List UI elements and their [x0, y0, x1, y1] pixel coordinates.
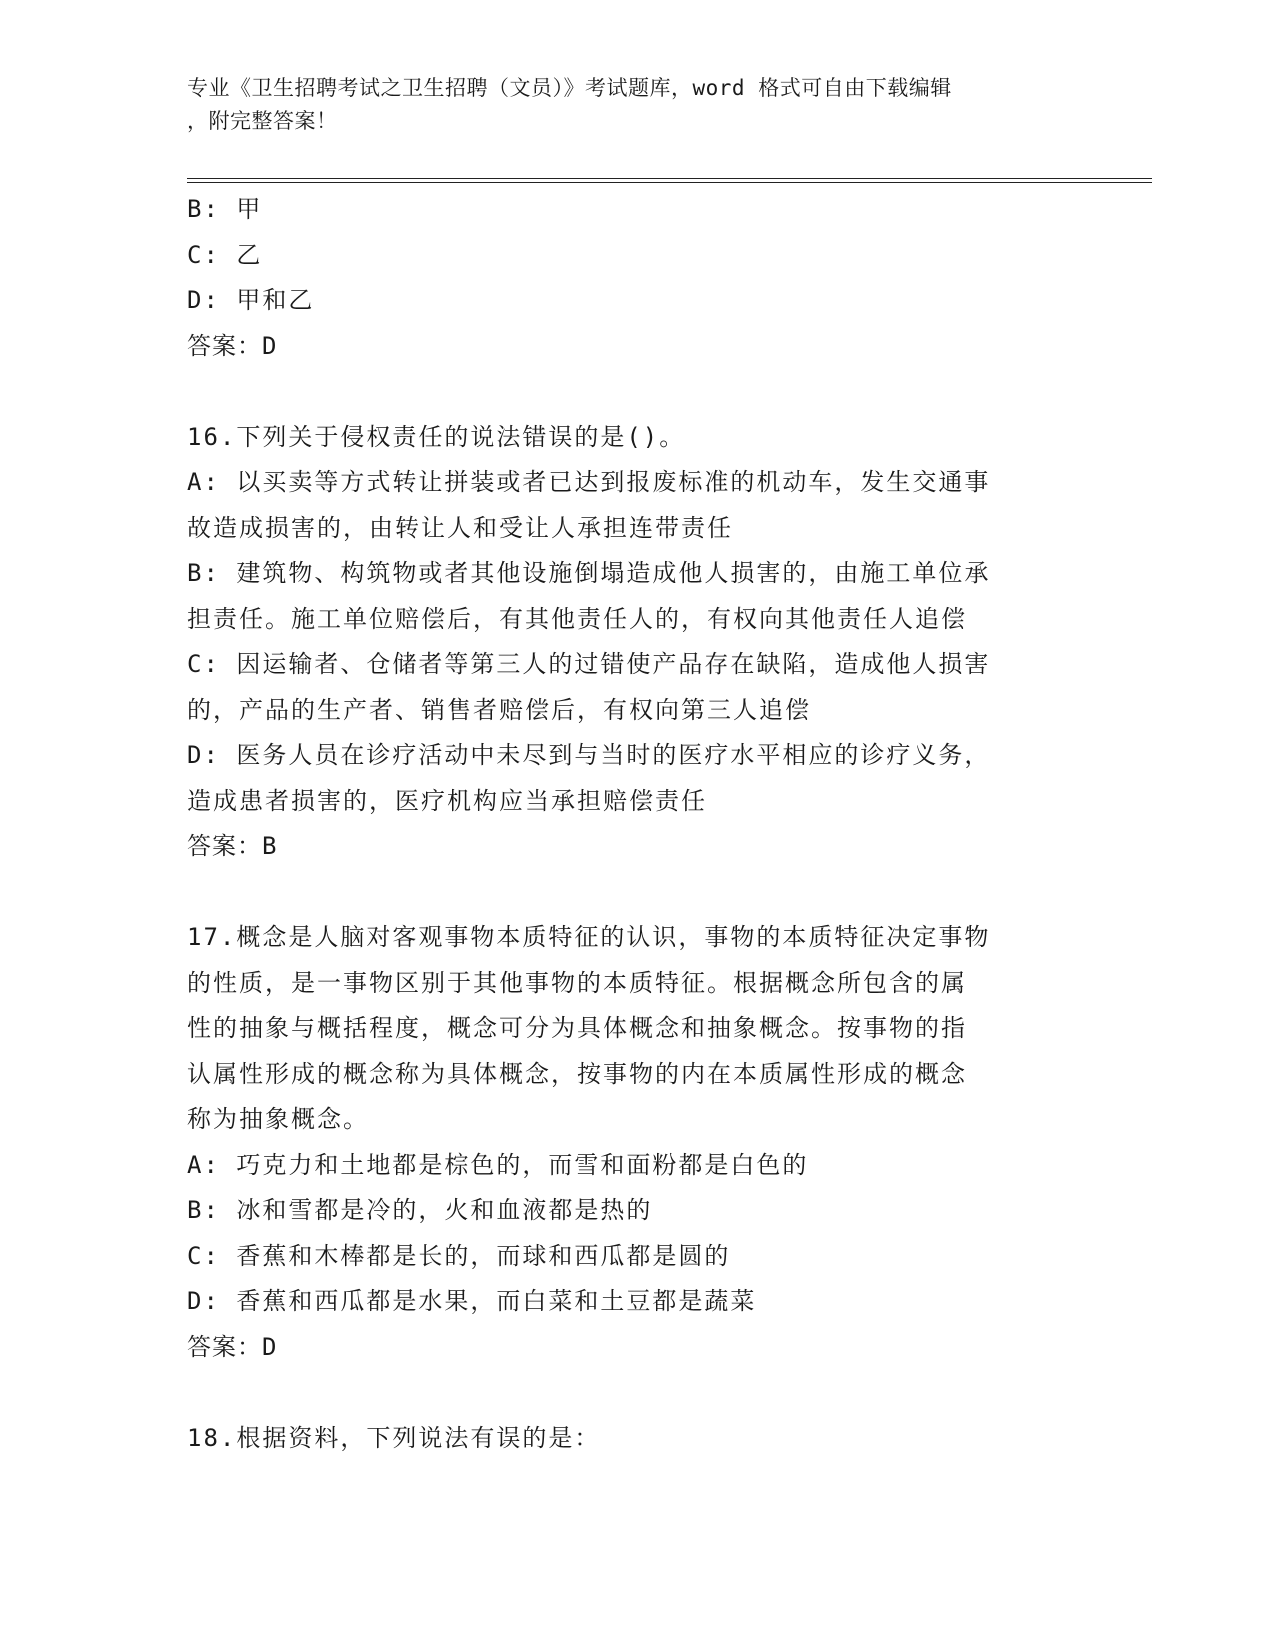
option-b: B: 甲 [187, 195, 263, 223]
option-d: D: 香蕉和西瓜都是水果，而白菜和土豆都是蔬菜 [187, 1287, 757, 1315]
option-d-line-1: D: 医务人员在诊疗活动中未尽到与当时的医疗水平相应的诊疗义务， [187, 741, 991, 769]
question-17 [187, 915, 1087, 1370]
option-c: C: 香蕉和木棒都是长的，而球和西瓜都是圆的 [187, 1241, 731, 1270]
question-15-tail [187, 187, 1087, 369]
question-stem-line-2: 的性质，是一事物区别于其他事物的本质特征。根据概念所包含的属 [187, 968, 967, 997]
option-c-line-2: 的，产品的生产者、销售者赔偿后，有权向第三人追偿 [187, 695, 811, 724]
option-c-line-1: C: 因运输者、仓储者等第三人的过错使产品存在缺陷，造成他人损害 [187, 650, 991, 678]
header-divider-bottom [187, 182, 1152, 183]
header-line-2: ，附完整答案！ [187, 109, 338, 133]
question-18 [187, 1416, 1087, 1462]
question-16 [187, 415, 1087, 870]
option-a: A: 巧克力和土地都是棕色的，而雪和面粉都是白色的 [187, 1150, 809, 1179]
spacer [187, 870, 1087, 916]
question-stem-line-4: 认属性形成的概念称为具体概念，按事物的内在本质属性形成的概念 [187, 1059, 967, 1088]
option-b-line-1: B: 建筑物、构筑物或者其他设施倒塌造成他人损害的，由施工单位承 [187, 559, 991, 587]
option-b: B: 冰和雪都是冷的，火和血液都是热的 [187, 1196, 653, 1224]
spacer [187, 369, 1087, 415]
answer-line: 答案：D [187, 1332, 278, 1361]
question-list [187, 187, 1087, 1461]
option-d-line-2: 造成患者损害的，医疗机构应当承担赔偿责任 [187, 786, 707, 815]
answer-line: 答案：D [187, 331, 278, 360]
question-stem-line-1: 17.概念是人脑对客观事物本质特征的认识，事物的本质特征决定事物 [187, 923, 991, 951]
header-divider-top [187, 178, 1152, 179]
option-a-line-1: A: 以买卖等方式转让拼装或者已达到报废标准的机动车，发生交通事 [187, 468, 991, 496]
answer-line: 答案：B [187, 832, 278, 860]
option-d: D: 甲和乙 [187, 286, 315, 314]
option-b-line-2: 担责任。施工单位赔偿后，有其他责任人的，有权向其他责任人追偿 [187, 604, 967, 633]
document-header [187, 72, 1067, 138]
header-line-1: 专业《卫生招聘考试之卫生招聘（文员）》考试题库，word 格式可自由下载编辑 [187, 76, 952, 100]
question-stem-line-3: 性的抽象与概括程度，概念可分为具体概念和抽象概念。按事物的指 [187, 1014, 967, 1042]
question-stem: 16.下列关于侵权责任的说法错误的是()。 [187, 422, 686, 451]
question-stem: 18.根据资料，下列说法有误的是： [187, 1423, 601, 1452]
option-a-line-2: 故造成损害的，由转让人和受让人承担连带责任 [187, 513, 733, 542]
spacer [187, 1370, 1087, 1416]
question-stem-line-5: 称为抽象概念。 [187, 1105, 369, 1133]
option-c: C: 乙 [187, 240, 263, 269]
